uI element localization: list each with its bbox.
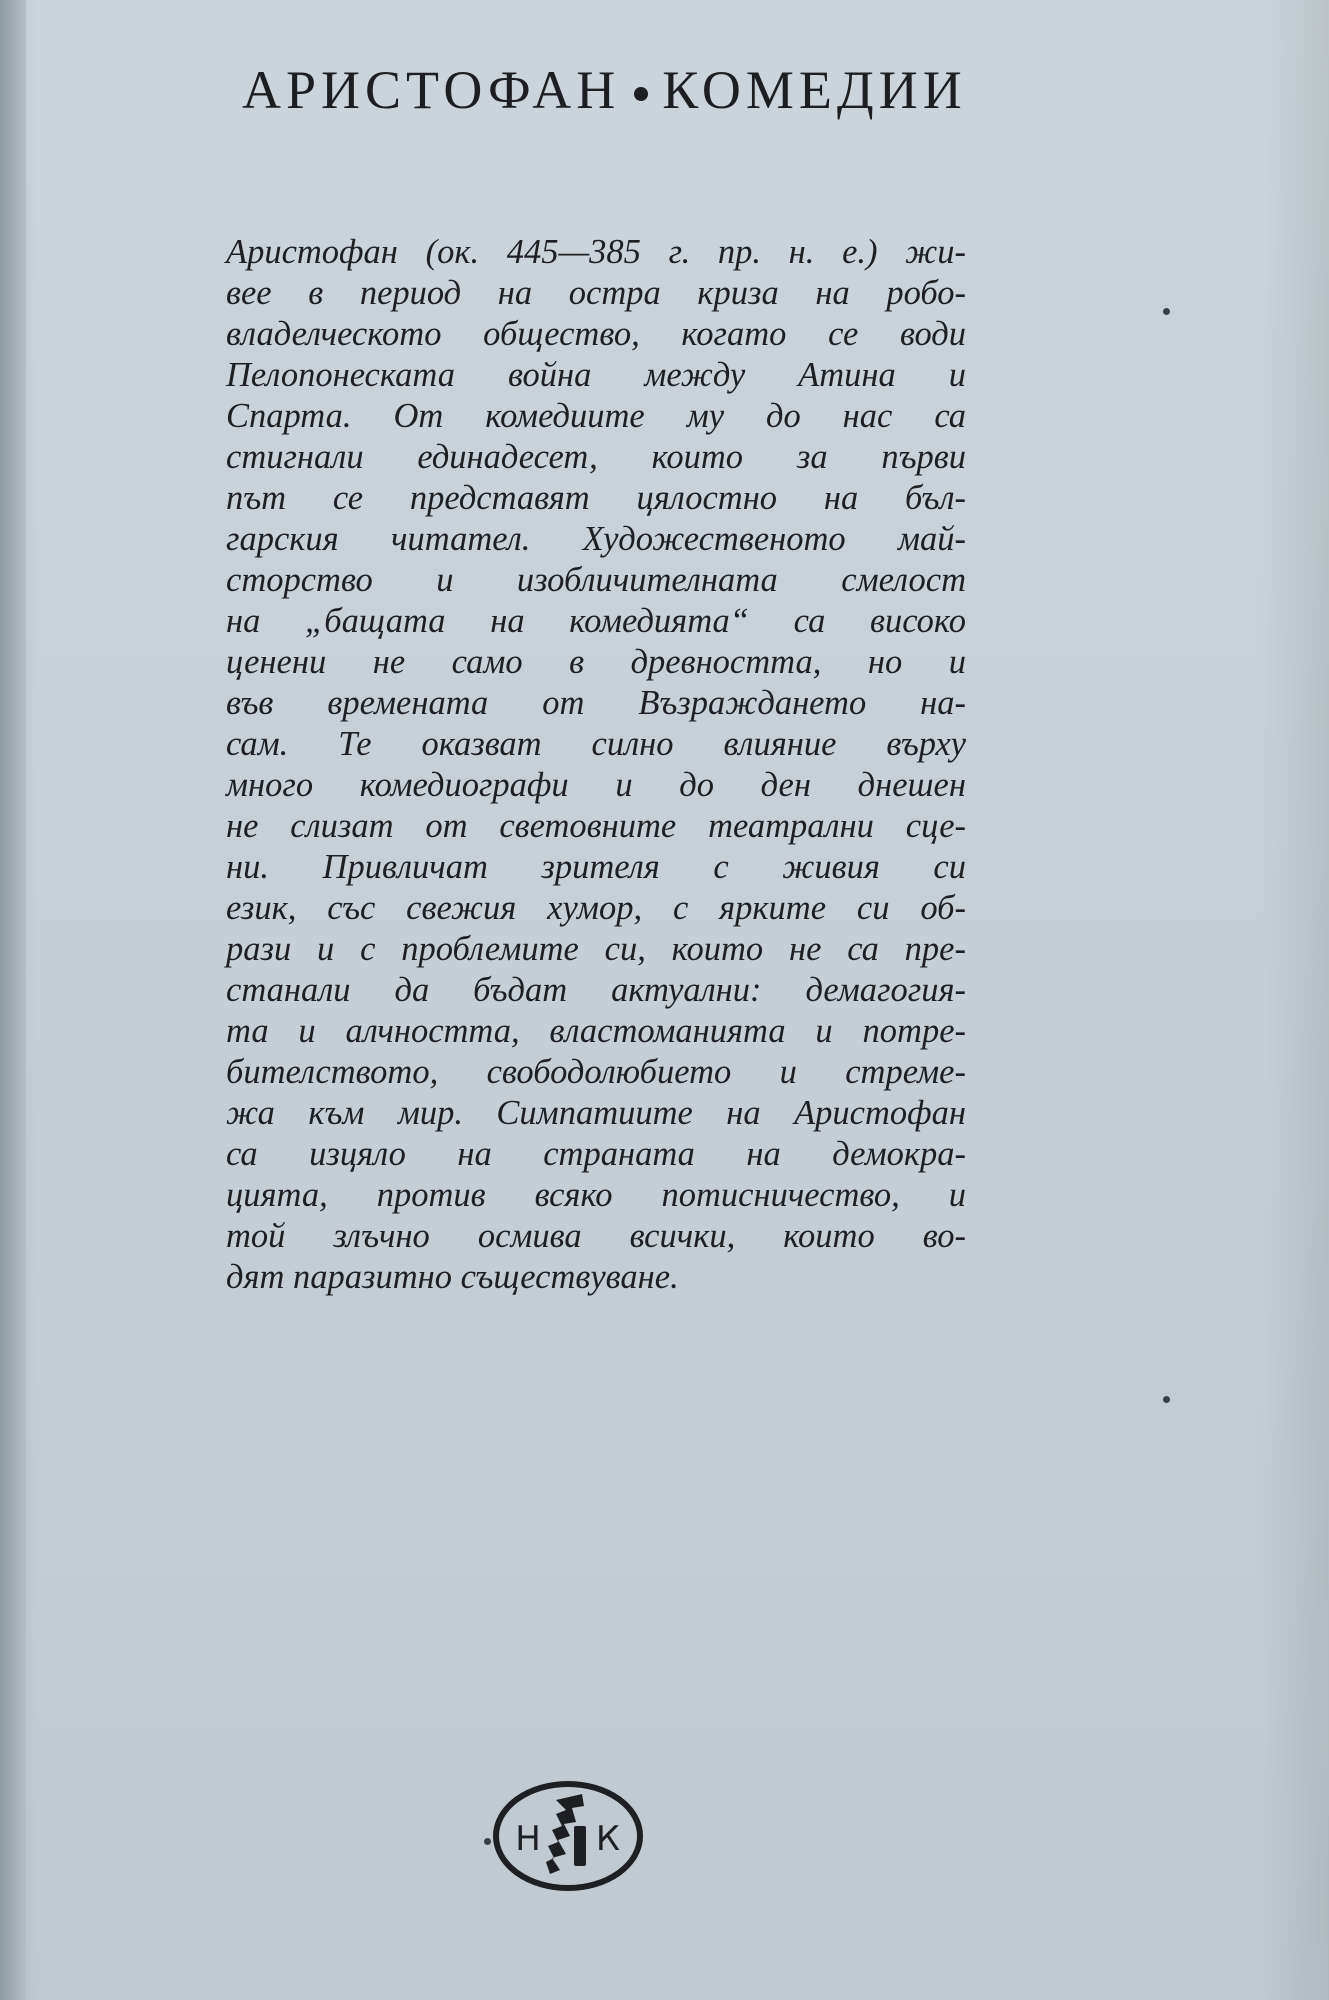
text-line: са изцяло на страната на демокра- — [226, 1135, 966, 1173]
text-line: сам. Те оказват силно влияние върху — [226, 725, 966, 763]
text-line: бителството, свободолюбието и стреме- — [226, 1053, 966, 1091]
binding-edge — [0, 0, 26, 2000]
text-line: стигнали единадесет, които за първи — [226, 438, 966, 476]
text-line: много комедиографи и до ден днешен — [226, 766, 966, 804]
text-line: на „бащата на комедията“ са високо — [226, 602, 966, 640]
text-line: жа към мир. Симпатиите на Аристофан — [226, 1094, 966, 1132]
text-line: език, със свежия хумор, с ярките си об- — [226, 889, 966, 927]
text-line: път се представят цялостно на бъл- — [226, 479, 966, 517]
paper-speck — [1163, 1396, 1170, 1403]
text-line: владелческото общество, когато се води — [226, 315, 966, 353]
text-line: вее в период на остра криза на робо- — [226, 274, 966, 312]
author-name: АРИСТОФАН — [242, 60, 621, 120]
text-line: та и алчността, властоманията и потре- — [226, 1012, 966, 1050]
text-line: във времената от Възраждането на- — [226, 684, 966, 722]
text-line: станали да бъдат актуални: демагогия- — [226, 971, 966, 1009]
text-line: ни. Привличат зрителя с живия си — [226, 848, 966, 886]
text-line: той злъчно осмива всички, които во- — [226, 1217, 966, 1255]
page-header — [242, 58, 1002, 122]
text-line: Пелопонеската война между Атина и — [226, 356, 966, 394]
paper-speck — [1163, 308, 1170, 315]
text-line: Спарта. От комедиите му до нас са — [226, 397, 966, 435]
text-line: сторство и изобличителната смелост — [226, 561, 966, 599]
publisher-logo — [490, 1778, 646, 1894]
text-line: цията, против всяко потисничество, и — [226, 1176, 966, 1214]
text-line: гарския читател. Художественото май- — [226, 520, 966, 558]
logo-letter-right: К — [595, 1819, 621, 1859]
text-line: не слизат от световните театрални сце- — [226, 807, 966, 845]
text-line: дят паразитно съществуване. — [226, 1258, 679, 1296]
book-title: КОМЕДИИ — [662, 60, 967, 120]
text-line: Аристофан (ок. 445—385 г. пр. н. е.) жи- — [226, 233, 966, 271]
bullet-separator — [634, 87, 648, 101]
text-line: рази и с проблемите си, които не са пре- — [226, 930, 966, 968]
logo-emblem-icon — [546, 1794, 586, 1874]
annotation-text — [226, 232, 966, 1298]
logo-letter-left: Н — [515, 1819, 541, 1859]
text-line: ценени не само в древността, но и — [226, 643, 966, 681]
